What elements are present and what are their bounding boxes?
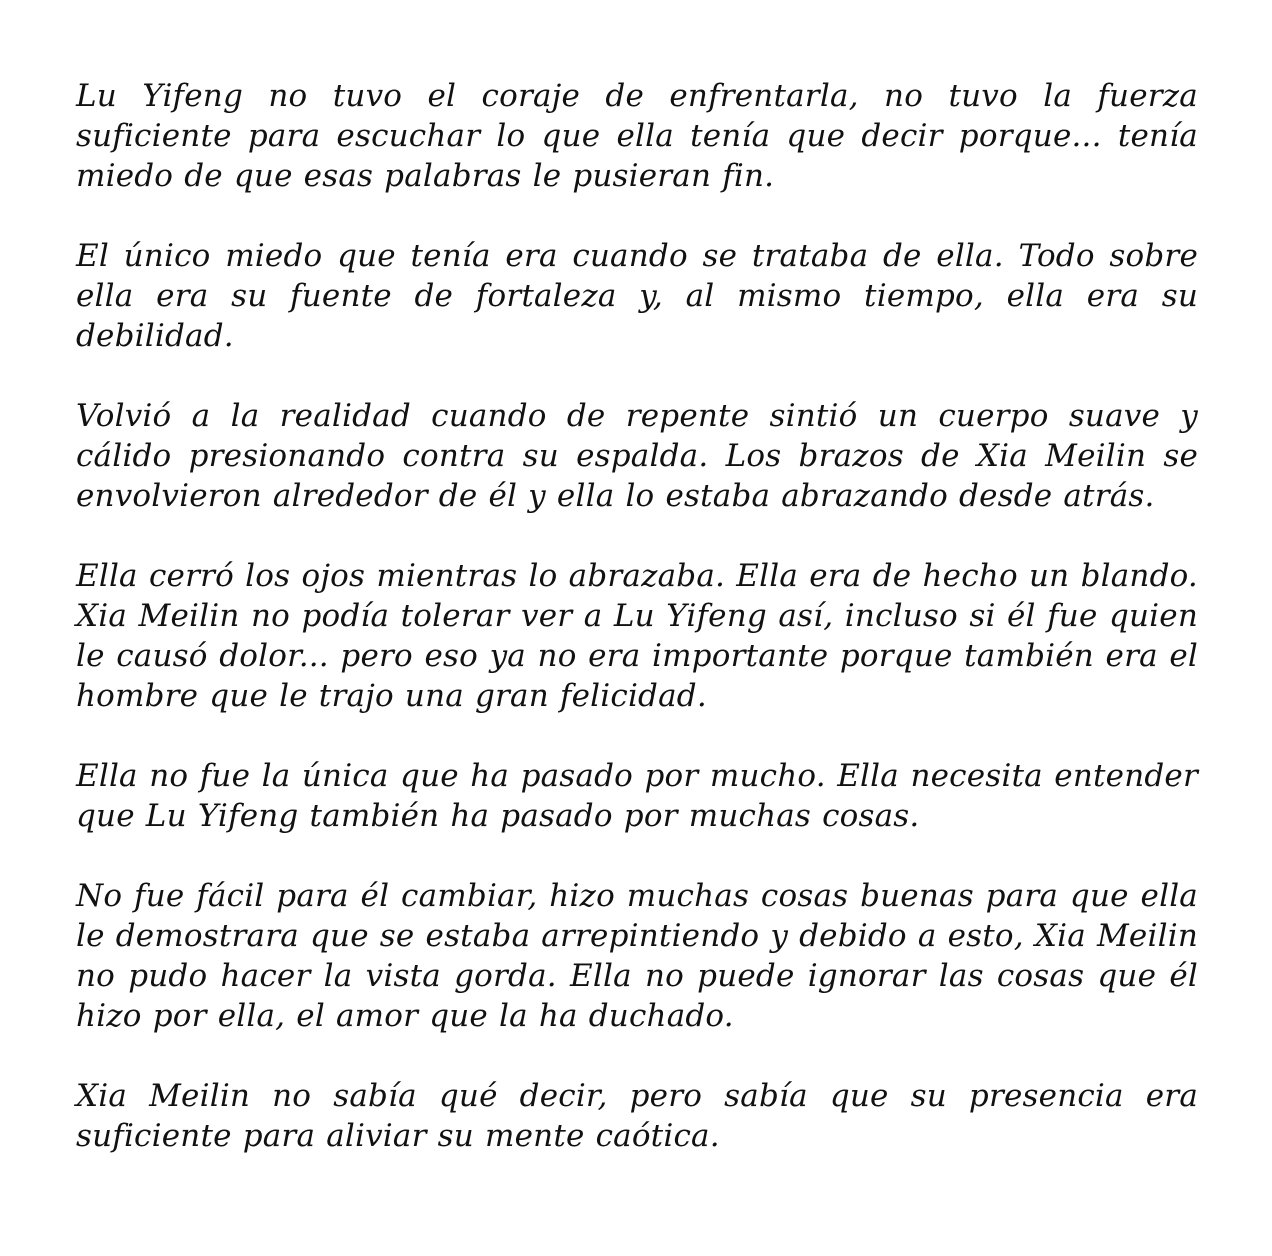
paragraph-5: Ella no fue la única que ha pasado por mucho. Ella necesita entender que Lu Yifeng también ha pasado por muchas cosas.	[76, 758, 1198, 834]
document-body	[76, 76, 1198, 1156]
paragraph-4: Ella cerró los ojos mientras lo abrazaba. Ella era de hecho un blando. Xia Meilin no podía tolerar ver a Lu Yifeng así, incluso si él fue quien le causó dolor... pero eso ya no era importante porque también era el hombre que le trajo una gran felicidad.	[76, 558, 1198, 714]
paragraph-6: No fue fácil para él cambiar, hizo muchas cosas buenas para que ella le demostrara que se estaba arrepintiendo y debido a esto, Xia Meilin no pudo hacer la vista gorda. Ella no puede ignorar las cosas que él hizo por ella, el amor que la ha duchado.	[76, 878, 1198, 1034]
paragraph-2: El único miedo que tenía era cuando se trataba de ella. Todo sobre ella era su fuente de fortaleza y, al mismo tiempo, ella era su debilidad.	[76, 238, 1198, 354]
paragraph-1: Lu Yifeng no tuvo el coraje de enfrentarla, no tuvo la fuerza suficiente para escuchar lo que ella tenía que decir porque... tenía miedo de que esas palabras le pusieran fin.	[76, 78, 1198, 194]
paragraph-3: Volvió a la realidad cuando de repente sintió un cuerpo suave y cálido presionando contra su espalda. Los brazos de Xia Meilin se envolvieron alrededor de él y ella lo estaba abrazando desde atrás.	[76, 398, 1198, 514]
paragraph-7: Xia Meilin no sabía qué decir, pero sabía que su presencia era suficiente para aliviar su mente caótica.	[76, 1078, 1198, 1154]
